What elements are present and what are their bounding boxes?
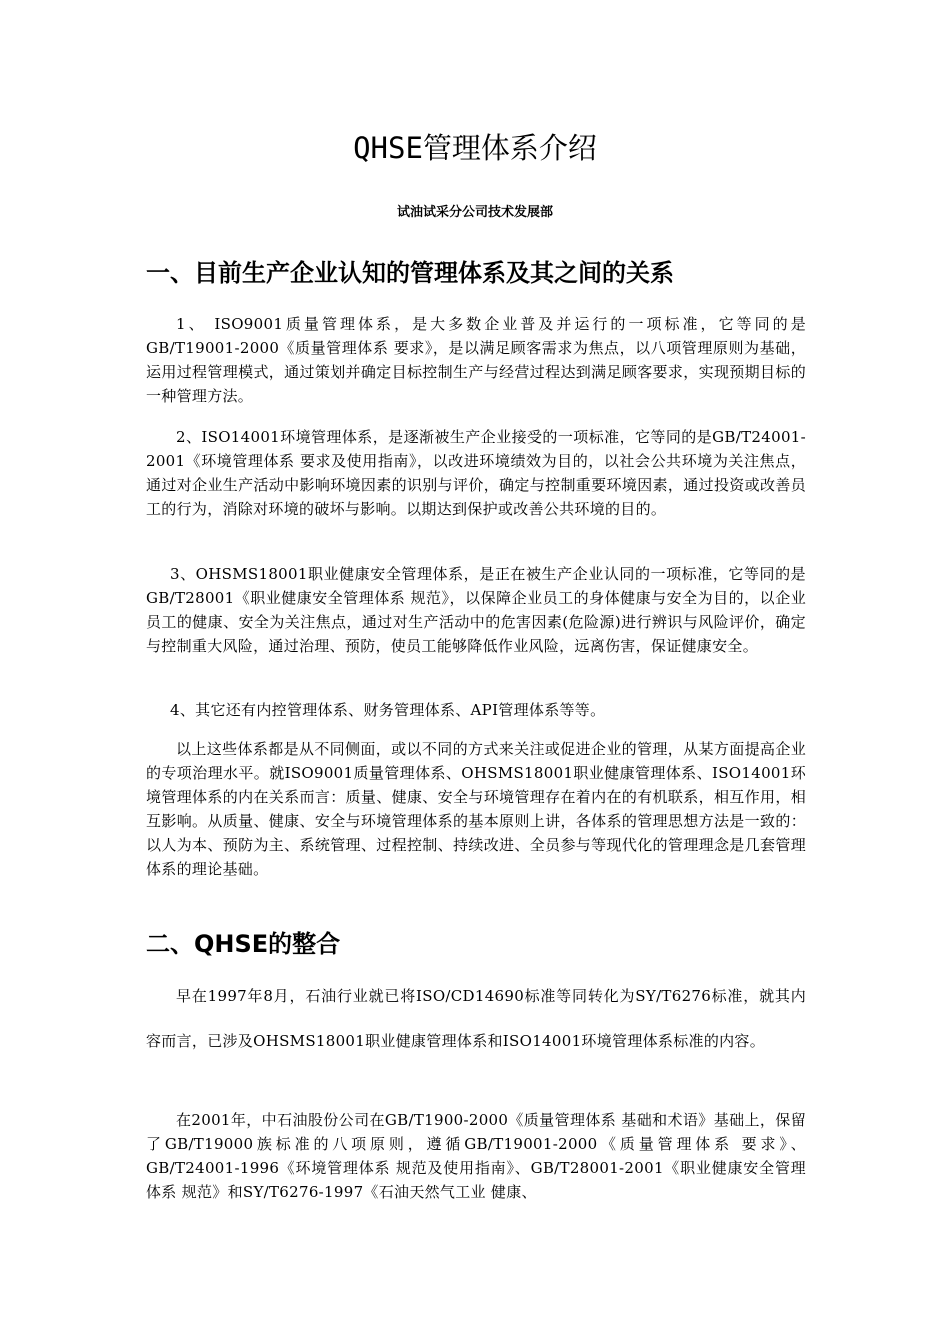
section-heading-2: 二、QHSE的整合 (146, 930, 341, 958)
document-subtitle: 试油试采分公司技术发展部 (396, 205, 553, 220)
document-title: QHSE管理体系介绍 (353, 131, 597, 165)
paragraph-other-systems: 4、其它还有内控管理体系、财务管理体系、API管理体系等等。 (170, 701, 606, 719)
paragraph-ohsms18001: 3、OHSMS18001职业健康安全管理体系，是正在被生产企业认同的一项标准，它等同的是GB/T28001《职业健康安全管理体系 规范》，以保障企业员工的身体健康与安全为目的，以企业员工的健康、安全为关注焦点，通过对生产活动中的危害因素(危险源)进行辨识与风险评价，确定与控制重大风险，通过治理、预防，使员工能够降低作业风险，远离伤害，保证健康安全。 (146, 565, 806, 655)
paragraph-iso9001: 1、 ISO9001质量管理体系，是大多数企业普及并运行的一项标准，它等同的是GB/T19001-2000《质量管理体系 要求》，是以满足顾客需求为焦点，以八项管理原则为基础，运用过程管理模式，通过策划并确定目标控制生产与经营过程达到满足顾客要求，实现预期目标的一种管理方法。 (146, 315, 806, 405)
paragraph-iso14001: 2、ISO14001环境管理体系，是逐渐被生产企业接受的一项标准，它等同的是GB/T24001-2001《环境管理体系 要求及使用指南》，以改进环境绩效为目的，以社会公共环境为关注焦点，通过对企业生产活动中影响环境因素的识别与评价，确定与控制重要环境因素，通过投资或改善员工的行为，消除对环境的破坏与影响。以期达到保护或改善公共环境的目的。 (146, 428, 806, 518)
section-heading-1: 一、目前生产企业认知的管理体系及其之间的关系 (146, 259, 674, 287)
paragraph-1997-conversion: 早在1997年8月，石油行业就已将ISO/CD14690标准等同转化为SY/T6276标准，就其内容而言，已涉及OHSMS18001职业健康管理体系和ISO14001环境管理体系标准的内容。 (146, 987, 806, 1050)
paragraph-2001-integration: 在2001年，中石油股份公司在GB/T1900-2000《质量管理体系 基础和术语》基础上，保留了GB/T19000族标准的八项原则，遵循GB/T19001-2000《质量管理体系 要求》、GB/T24001-1996《环境管理体系 规范及使用指南》、GB/T28001-2001《职业健康安全管理体系 规范》和SY/T6276-1997《石油天然气工业 健康、 (146, 1111, 806, 1201)
paragraph-relationship: 以上这些体系都是从不同侧面，或以不同的方式来关注或促进企业的管理，从某方面提高企业的专项治理水平。就ISO9001质量管理体系、OHSMS18001职业健康管理体系、ISO14001环境管理体系的内在关系而言：质量、健康、安全与环境管理存在着内在的有机联系，相互作用，相互影响。从质量、健康、安全与环境管理体系的基本原则上讲，各体系的管理思想方法是一致的：以人为本、预防为主、系统管理、过程控制、持续改进、全员参与等现代化的管理理念是几套管理体系的理论基础。 (146, 740, 806, 878)
